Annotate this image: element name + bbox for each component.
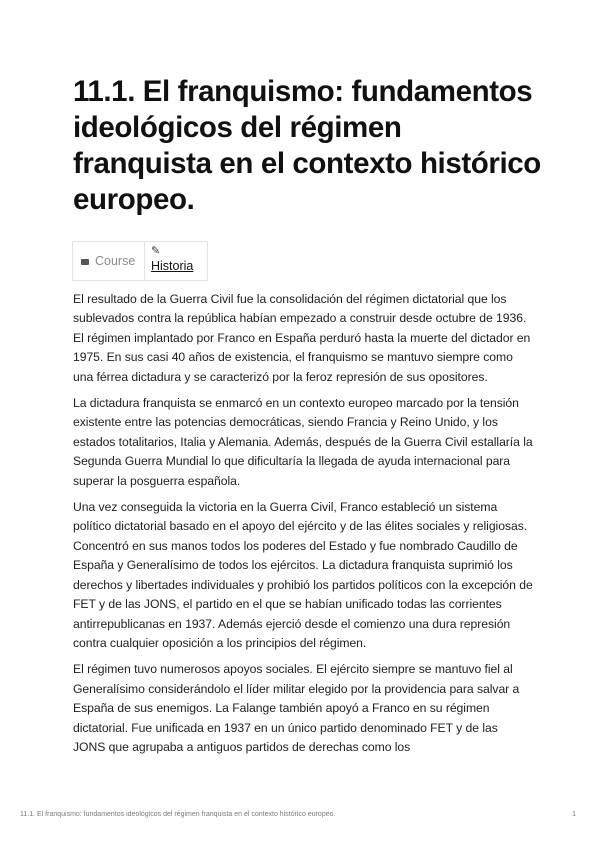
paragraph: El resultado de la Guerra Civil fue la consolidación del régimen dictatorial que los sublevados contra la república habían empezado a construir desde octubre de 1936. El régimen implantado por Franco en España perduró hasta la muerte del dictador en 1975. En sus casi 40 años de existencia, el franquismo se mantuvo siempre como una férrea dictadura y se caracterizó por la feroz represión de sus opositores.: [73, 292, 531, 384]
pencil-icon: ✎: [151, 245, 161, 257]
property-key: [73, 242, 145, 280]
page-title: 11.1. El franquismo: fundamentos ideológicos del régimen franquista en el contexto histórico europeo.: [73, 75, 541, 216]
page-number: 1: [572, 811, 576, 818]
footer-title: 11.1. El franquismo: fundamentos ideológicos del régimen franquista en el contexto histórico europeo.: [20, 811, 336, 818]
page-footer: [20, 811, 576, 818]
course-link[interactable]: Historia: [151, 259, 194, 273]
properties-table: [72, 241, 208, 281]
paragraph: El régimen tuvo numerosos apoyos sociales. El ejército siempre se mantuvo fiel al Generalísimo considerándolo el líder militar elegido por la providencia para salvar a España de sus enemigos. La Falange también apoyó a Franco en su régimen dictatorial. Fue unificada en 1937 en un único partido denominado FET y de las JONS que agrupaba a antiguos partidos de derechas como los: [73, 662, 520, 754]
paragraph: Una vez conseguida la victoria en la Guerra Civil, Franco estableció un sistema político dictatorial basado en el apoyo del ejército y de las élites sociales y religiosas. Concentró en sus manos todos los poderes del Estado y fue nombrado Caudillo de España y Generalísimo de todos los ejércitos. La dictadura franquista suprimió los derechos y libertades individuales y prohibió los partidos políticos con la excepción de FET y de las JONS, el partido en el que se habían unificado todas las corrientes antirrepublicanas en 1937. Además ejerció desde el comienzo una dura represión contra cualquier oposición a los principios del régimen.: [73, 500, 533, 650]
paragraph: La dictadura franquista se enmarcó en un contexto europeo marcado por la tensión existente entre las potencias democráticas, siendo Francia y Reino Unido, y los estados totalitarios, Italia y Alemania. Además, después de la Guerra Civil estallaría la Segunda Guerra Mundial lo que dificultaría la llegada de ayuda internacional para superar la posguerra española.: [73, 396, 533, 488]
document-body: [73, 290, 533, 764]
book-icon: [81, 259, 89, 265]
property-key-label: Course: [95, 254, 136, 268]
property-value: [145, 242, 207, 280]
